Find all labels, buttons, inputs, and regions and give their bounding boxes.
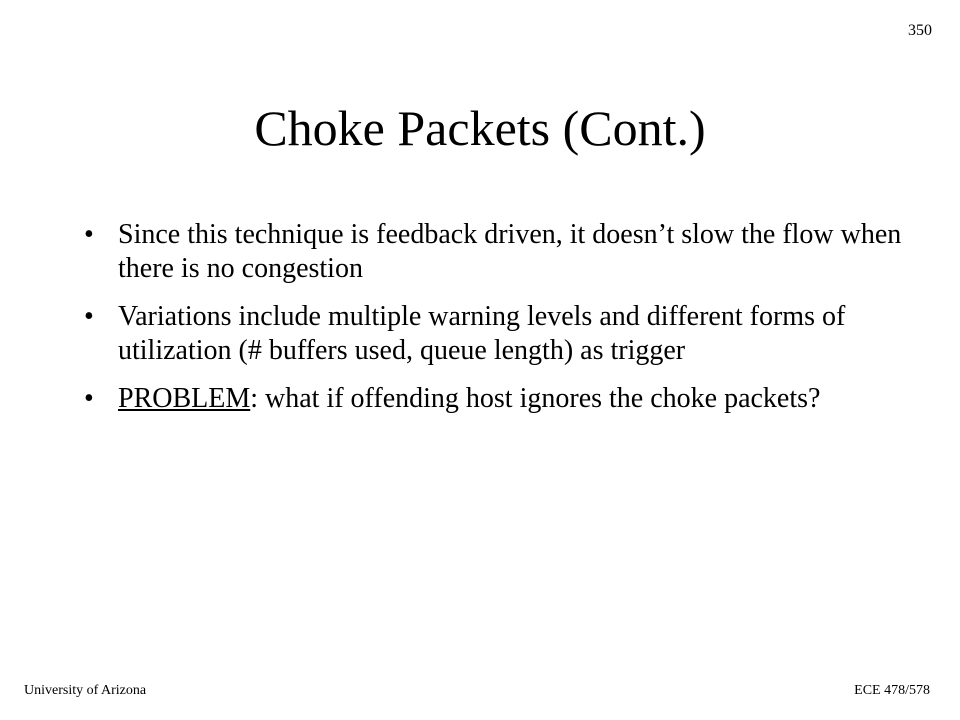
bullet-item-problem	[84, 382, 904, 416]
bullet-text: Since this technique is feedback driven, it doesn’t slow the flow when there is no congestion	[118, 219, 902, 284]
bullet-problem-label: PROBLEM	[118, 383, 251, 414]
slide-title: Choke Packets (Cont.)	[254, 100, 706, 156]
bullet-dot-icon: •	[84, 383, 94, 414]
bullet-dot-icon: •	[84, 301, 94, 332]
bullet-item-variations	[84, 300, 904, 368]
slide-number: 350	[908, 22, 932, 39]
bullet-item-feedback	[84, 218, 904, 286]
bullet-list	[84, 218, 904, 430]
footer-institution: University of Arizona	[24, 683, 147, 698]
bullet-dot-icon: •	[84, 219, 94, 250]
footer-course: ECE 478/578	[854, 683, 930, 698]
bullet-text: : what if offending host ignores the choke packets?	[250, 383, 821, 414]
bullet-text: Variations include multiple warning levels and different forms of utilization (# buffers used, queue length) as trigger	[118, 301, 846, 366]
